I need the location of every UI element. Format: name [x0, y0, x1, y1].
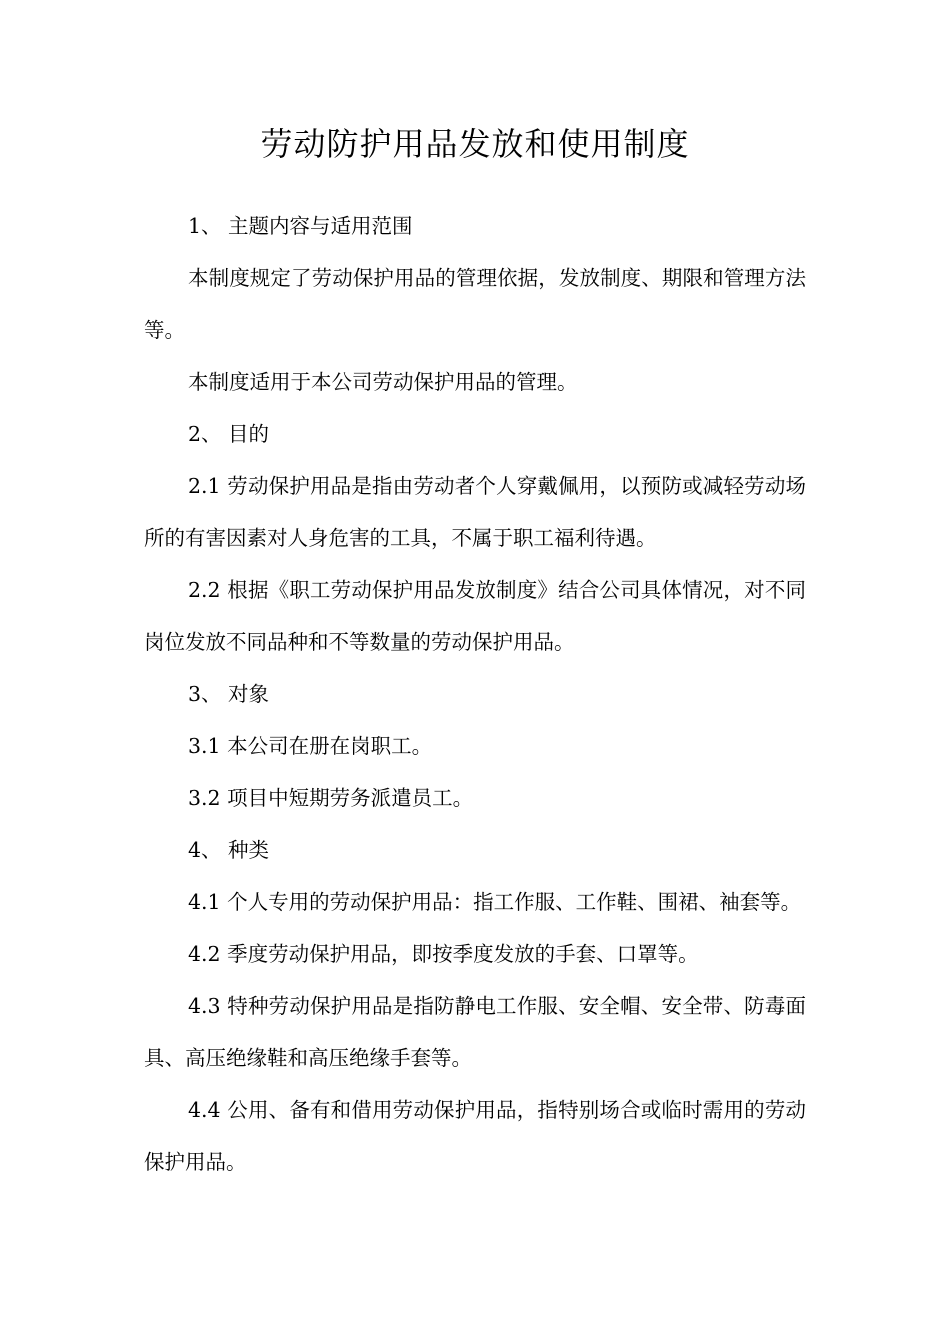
- section-heading-3: 3、 对象: [188, 682, 270, 706]
- paragraph: 3.2 项目中短期劳务派遣员工。: [188, 786, 474, 810]
- document-title: 劳动防护用品发放和使用制度: [260, 125, 690, 163]
- paragraph: 3.1 本公司在册在岗职工。: [188, 734, 433, 758]
- section-heading-1: 1、 主题内容与适用范围: [188, 214, 413, 238]
- paragraph: 4.1 个人专用的劳动保护用品：指工作服、工作鞋、围裙、袖套等。: [188, 890, 802, 914]
- paragraph: 2.1 劳动保护用品是指由劳动者个人穿戴佩用，以预防或减轻劳动场所的有害因素对人身危害的工具，不属于职工福利待遇。: [144, 474, 806, 550]
- section-heading-2: 2、 目的: [188, 422, 270, 446]
- paragraph: 4.4 公用、备有和借用劳动保护用品，指特别场合或临时需用的劳动保护用品。: [144, 1098, 806, 1174]
- section-heading-4: 4、 种类: [188, 838, 270, 862]
- paragraph: 4.2 季度劳动保护用品，即按季度发放的手套、口罩等。: [188, 942, 699, 966]
- paragraph: 2.2 根据《职工劳动保护用品发放制度》结合公司具体情况，对不同岗位发放不同品种和不等数量的劳动保护用品。: [144, 578, 806, 654]
- paragraph: 本制度规定了劳动保护用品的管理依据，发放制度、期限和管理方法等。: [144, 266, 806, 342]
- paragraph: 4.3 特种劳动保护用品是指防静电工作服、安全帽、安全带、防毒面具、高压绝缘鞋和高压绝缘手套等。: [144, 994, 806, 1070]
- document-body: [144, 200, 806, 1188]
- paragraph: 本制度适用于本公司劳动保护用品的管理。: [188, 370, 578, 394]
